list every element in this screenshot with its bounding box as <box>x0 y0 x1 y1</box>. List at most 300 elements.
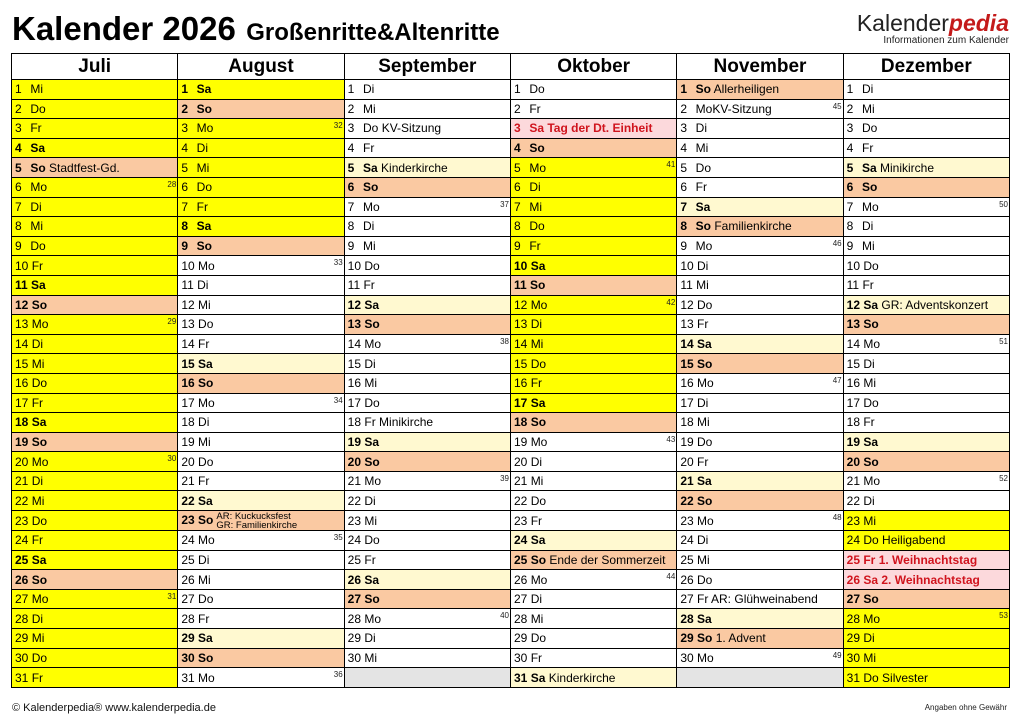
day-cell[interactable] <box>178 432 344 452</box>
day-cell[interactable] <box>12 119 178 139</box>
day-cell[interactable] <box>677 393 843 413</box>
day-number: 4 <box>347 141 355 156</box>
day-cell[interactable] <box>178 275 344 295</box>
day-cell[interactable] <box>510 629 676 649</box>
event-label: Allerheiligen <box>713 82 780 97</box>
day-cell[interactable] <box>344 99 510 119</box>
day-cell[interactable] <box>677 471 843 491</box>
day-cell[interactable] <box>510 256 676 276</box>
event-label: KV-Sitzung <box>381 121 442 136</box>
weekday-label: Do <box>31 513 48 528</box>
day-cell[interactable] <box>677 197 843 217</box>
day-cell[interactable] <box>677 158 843 178</box>
day-cell[interactable] <box>677 629 843 649</box>
weekday-label: So <box>529 141 545 156</box>
day-cell[interactable] <box>677 99 843 119</box>
day-cell[interactable] <box>344 570 510 590</box>
weekday-label: Do <box>30 239 46 254</box>
day-cell[interactable] <box>12 354 178 374</box>
event-label: Heiligabend <box>882 533 946 548</box>
day-cell[interactable] <box>344 589 510 609</box>
day-number: 24 <box>513 533 528 548</box>
weekday-label: Mi <box>863 513 877 528</box>
weekday-label: Fr <box>697 454 709 469</box>
weekday-label: Sa <box>863 297 879 312</box>
weekday-label: Di <box>30 199 42 214</box>
day-cell[interactable] <box>510 609 676 629</box>
day-cell[interactable] <box>344 354 510 374</box>
day-cell[interactable] <box>843 315 1009 335</box>
day-cell[interactable] <box>344 138 510 158</box>
day-cell[interactable] <box>12 491 178 511</box>
day-cell[interactable] <box>344 119 510 139</box>
day-cell[interactable] <box>677 177 843 197</box>
day-cell[interactable] <box>677 256 843 276</box>
weekday-label: Mi <box>695 141 709 156</box>
weekday-label: So <box>697 356 713 371</box>
day-cell[interactable] <box>677 119 843 139</box>
day-cell[interactable] <box>843 531 1009 551</box>
day-cell[interactable] <box>12 334 178 354</box>
weekday-label: Do <box>530 631 547 646</box>
day-number: 6 <box>347 180 355 195</box>
weekday-label: Fr <box>695 180 707 195</box>
day-cell[interactable] <box>178 491 344 511</box>
day-cell[interactable] <box>677 491 843 511</box>
day-cell[interactable] <box>843 354 1009 374</box>
weekday-label: Do <box>30 101 46 116</box>
day-cell[interactable] <box>677 589 843 609</box>
day-cell[interactable] <box>12 236 178 256</box>
day-cell[interactable] <box>843 471 1009 491</box>
day-cell[interactable] <box>510 570 676 590</box>
day-number: 27 <box>347 592 362 607</box>
event-label: Kinderkirche <box>548 670 616 685</box>
weekday-label: Mo <box>198 670 215 685</box>
day-cell[interactable] <box>677 217 843 237</box>
day-cell[interactable] <box>843 609 1009 629</box>
day-cell[interactable] <box>178 393 344 413</box>
day-cell[interactable] <box>12 393 178 413</box>
day-cell[interactable] <box>843 80 1009 100</box>
day-cell[interactable] <box>12 138 178 158</box>
day-cell[interactable] <box>12 570 178 590</box>
day-cell[interactable] <box>344 236 510 256</box>
day-cell[interactable] <box>12 471 178 491</box>
weekday-label: Mi <box>364 513 378 528</box>
day-number: 31 <box>15 670 29 685</box>
day-cell[interactable] <box>178 295 344 315</box>
day-cell[interactable] <box>12 80 178 100</box>
day-cell[interactable] <box>344 648 510 668</box>
day-row <box>12 648 1010 668</box>
day-cell[interactable] <box>677 275 843 295</box>
day-number: 4 <box>513 141 521 156</box>
day-cell[interactable] <box>344 471 510 491</box>
day-cell[interactable] <box>843 217 1009 237</box>
event-label: Ende der Sommerzeit <box>549 552 666 567</box>
week-number: 28 <box>167 179 177 189</box>
day-cell[interactable] <box>677 373 843 393</box>
day-cell[interactable] <box>510 491 676 511</box>
weekday-label: So <box>863 592 879 607</box>
day-cell[interactable] <box>510 432 676 452</box>
day-number: 23 <box>181 513 195 528</box>
day-cell[interactable] <box>510 354 676 374</box>
day-number: 25 <box>680 552 694 567</box>
weekday-label: Fr <box>364 552 376 567</box>
day-cell[interactable] <box>12 452 178 472</box>
month-header: Dezember <box>843 54 1009 80</box>
day-cell[interactable] <box>178 99 344 119</box>
day-cell[interactable] <box>510 138 676 158</box>
weekday-label: Mo <box>30 180 48 195</box>
day-cell[interactable] <box>12 609 178 629</box>
day-cell[interactable] <box>510 80 676 100</box>
day-cell[interactable] <box>12 275 178 295</box>
day-cell[interactable] <box>510 119 676 139</box>
day-cell[interactable] <box>677 609 843 629</box>
day-cell[interactable] <box>344 432 510 452</box>
day-cell[interactable] <box>178 236 344 256</box>
day-cell[interactable] <box>12 648 178 668</box>
day-cell[interactable] <box>843 99 1009 119</box>
day-cell[interactable] <box>178 629 344 649</box>
day-cell[interactable] <box>843 413 1009 433</box>
day-cell[interactable] <box>344 491 510 511</box>
day-cell[interactable] <box>677 432 843 452</box>
day-cell[interactable] <box>843 119 1009 139</box>
weekday-label: Mi <box>697 415 710 430</box>
day-cell[interactable] <box>510 334 676 354</box>
day-cell[interactable] <box>12 99 178 119</box>
month-header: September <box>344 54 510 80</box>
day-number: 9 <box>181 239 189 254</box>
day-cell[interactable] <box>510 413 676 433</box>
day-number: 18 <box>513 415 528 430</box>
weekday-label: Fr <box>364 415 376 430</box>
day-number: 7 <box>680 199 687 214</box>
day-cell[interactable] <box>344 531 510 551</box>
day-cell[interactable] <box>677 413 843 433</box>
day-cell[interactable] <box>344 511 510 531</box>
day-cell[interactable] <box>344 275 510 295</box>
day-number: 15 <box>680 356 694 371</box>
day-cell[interactable] <box>178 648 344 668</box>
day-cell[interactable] <box>178 531 344 551</box>
day-number: 15 <box>513 356 528 371</box>
day-number: 3 <box>846 121 854 136</box>
day-cell[interactable] <box>510 295 676 315</box>
day-number: 28 <box>846 611 860 626</box>
day-cell[interactable] <box>677 315 843 335</box>
day-number: 20 <box>347 454 362 469</box>
day-number: 30 <box>680 650 694 665</box>
day-cell[interactable] <box>843 648 1009 668</box>
weekday-label: Di <box>364 356 376 371</box>
day-number: 17 <box>15 395 29 410</box>
day-number: 15 <box>846 356 860 371</box>
day-cell[interactable] <box>12 256 178 276</box>
day-cell[interactable] <box>677 138 843 158</box>
day-number: 7 <box>846 199 854 214</box>
empty-day-cell[interactable] <box>677 668 843 688</box>
day-number: 13 <box>347 317 362 332</box>
day-row <box>12 511 1010 531</box>
day-cell[interactable] <box>344 217 510 237</box>
day-cell[interactable] <box>843 138 1009 158</box>
day-number: 6 <box>680 180 687 195</box>
day-cell[interactable] <box>178 158 344 178</box>
day-cell[interactable] <box>510 315 676 335</box>
day-number: 12 <box>15 297 29 312</box>
weekday-label: Mo <box>198 533 215 548</box>
day-cell[interactable] <box>510 452 676 472</box>
day-cell[interactable] <box>344 413 510 433</box>
day-number: 28 <box>513 611 528 626</box>
day-cell[interactable] <box>344 158 510 178</box>
weekday-label: Do <box>364 395 380 410</box>
day-cell[interactable] <box>12 589 178 609</box>
day-number: 16 <box>15 376 29 391</box>
day-cell[interactable] <box>12 550 178 570</box>
day-number: 4 <box>846 141 854 156</box>
day-cell[interactable] <box>178 354 344 374</box>
weekday-label: Sa <box>31 552 47 567</box>
day-cell[interactable] <box>178 315 344 335</box>
day-cell[interactable] <box>843 158 1009 178</box>
day-cell[interactable] <box>12 629 178 649</box>
day-cell[interactable] <box>843 256 1009 276</box>
weekday-label: Fr <box>863 552 876 567</box>
day-cell[interactable] <box>843 197 1009 217</box>
day-cell[interactable] <box>843 589 1009 609</box>
day-cell[interactable] <box>178 570 344 590</box>
day-number: 12 <box>347 297 362 312</box>
weekday-label: Sa <box>697 611 712 626</box>
day-cell[interactable] <box>178 197 344 217</box>
day-cell[interactable] <box>677 452 843 472</box>
weekday-label: Sa <box>364 297 380 312</box>
day-row <box>12 119 1010 139</box>
day-cell[interactable] <box>12 413 178 433</box>
day-cell[interactable] <box>12 158 178 178</box>
day-cell[interactable] <box>510 373 676 393</box>
day-cell[interactable] <box>843 393 1009 413</box>
weekday-label: Mi <box>529 199 542 214</box>
day-cell[interactable] <box>843 432 1009 452</box>
day-cell[interactable] <box>843 570 1009 590</box>
day-number: 8 <box>181 219 189 234</box>
day-cell[interactable] <box>677 334 843 354</box>
day-cell[interactable] <box>677 236 843 256</box>
day-cell[interactable] <box>510 217 676 237</box>
day-number: 14 <box>347 337 362 352</box>
day-cell[interactable] <box>843 177 1009 197</box>
day-number: 31 <box>846 670 860 685</box>
day-cell[interactable] <box>344 452 510 472</box>
day-cell[interactable] <box>178 668 344 688</box>
day-number: 3 <box>347 121 355 136</box>
day-cell[interactable] <box>344 629 510 649</box>
day-number: 23 <box>15 513 29 528</box>
day-number: 19 <box>846 434 860 449</box>
day-cell[interactable] <box>12 197 178 217</box>
day-cell[interactable] <box>12 315 178 335</box>
day-cell[interactable] <box>12 531 178 551</box>
day-cell[interactable] <box>677 511 843 531</box>
day-cell[interactable] <box>677 354 843 374</box>
day-cell[interactable] <box>677 80 843 100</box>
day-cell[interactable] <box>677 570 843 590</box>
weekday-label: Fr <box>529 239 541 254</box>
day-cell[interactable] <box>178 413 344 433</box>
day-cell[interactable] <box>677 550 843 570</box>
week-number: 31 <box>167 591 177 601</box>
week-number: 33 <box>333 258 343 268</box>
day-number: 7 <box>347 199 355 214</box>
day-cell[interactable] <box>510 99 676 119</box>
day-cell[interactable] <box>344 177 510 197</box>
day-cell[interactable] <box>12 177 178 197</box>
weekday-label: Do <box>530 356 547 371</box>
weekday-label: Di <box>697 395 709 410</box>
month-header-row <box>12 54 1010 80</box>
weekday-label: So <box>695 82 711 97</box>
event-label: Silvester <box>882 670 929 685</box>
day-cell[interactable] <box>510 197 676 217</box>
day-cell[interactable] <box>178 177 344 197</box>
day-cell[interactable] <box>178 256 344 276</box>
weekday-label: Sa <box>697 337 712 352</box>
day-cell[interactable] <box>843 275 1009 295</box>
day-cell[interactable] <box>12 217 178 237</box>
week-number: 35 <box>333 533 343 543</box>
day-cell[interactable] <box>178 217 344 237</box>
day-cell[interactable] <box>344 550 510 570</box>
day-cell[interactable] <box>843 373 1009 393</box>
day-cell[interactable] <box>344 373 510 393</box>
day-cell[interactable] <box>178 334 344 354</box>
day-cell[interactable] <box>344 393 510 413</box>
empty-day-cell[interactable] <box>344 668 510 688</box>
day-cell[interactable] <box>843 511 1009 531</box>
day-cell[interactable] <box>510 668 676 688</box>
day-cell[interactable] <box>344 80 510 100</box>
day-cell[interactable] <box>178 471 344 491</box>
day-cell[interactable] <box>344 295 510 315</box>
weekday-label: So <box>363 180 379 195</box>
weekday-label: Do <box>363 121 379 136</box>
day-cell[interactable] <box>510 236 676 256</box>
day-cell[interactable] <box>510 275 676 295</box>
day-cell[interactable] <box>510 550 676 570</box>
day-cell[interactable] <box>12 511 178 531</box>
day-cell[interactable] <box>344 609 510 629</box>
day-cell[interactable] <box>12 432 178 452</box>
day-cell[interactable] <box>510 648 676 668</box>
day-number: 5 <box>513 160 521 175</box>
weekday-label: Mo <box>695 101 713 116</box>
weekday-label: Sa <box>196 82 212 97</box>
day-number: 22 <box>513 493 528 508</box>
day-cell[interactable] <box>677 531 843 551</box>
day-cell[interactable] <box>510 158 676 178</box>
weekday-label: Mi <box>696 278 709 293</box>
week-number: 51 <box>999 336 1008 346</box>
day-number: 16 <box>846 376 860 391</box>
day-number: 1 <box>181 82 189 97</box>
day-cell[interactable] <box>843 452 1009 472</box>
day-cell[interactable] <box>12 373 178 393</box>
day-cell[interactable] <box>344 197 510 217</box>
weekday-label: So <box>198 376 214 391</box>
day-cell[interactable] <box>12 295 178 315</box>
day-cell[interactable] <box>843 334 1009 354</box>
day-number: 14 <box>181 337 195 352</box>
day-cell[interactable] <box>510 511 676 531</box>
day-cell[interactable] <box>178 452 344 472</box>
day-cell[interactable] <box>178 589 344 609</box>
day-cell[interactable] <box>677 648 843 668</box>
weekday-label: Mi <box>861 239 875 254</box>
weekday-label: Sa <box>861 160 877 175</box>
month-header: Juli <box>12 54 178 80</box>
day-cell[interactable] <box>843 295 1009 315</box>
week-number: 32 <box>333 121 343 131</box>
weekday-label: Di <box>31 611 44 626</box>
day-number: 5 <box>15 160 22 175</box>
day-cell[interactable] <box>344 256 510 276</box>
day-cell[interactable] <box>843 236 1009 256</box>
day-row <box>12 354 1010 374</box>
day-cell[interactable] <box>510 531 676 551</box>
day-cell[interactable] <box>843 491 1009 511</box>
day-cell[interactable] <box>510 589 676 609</box>
day-cell[interactable] <box>178 511 344 531</box>
day-cell[interactable] <box>178 80 344 100</box>
day-cell[interactable] <box>12 668 178 688</box>
day-number: 24 <box>15 533 29 548</box>
day-cell[interactable] <box>178 138 344 158</box>
day-cell[interactable] <box>843 550 1009 570</box>
weekday-label: So <box>863 454 879 469</box>
day-cell[interactable] <box>344 315 510 335</box>
day-cell[interactable] <box>344 334 510 354</box>
day-cell[interactable] <box>510 393 676 413</box>
day-number: 28 <box>347 611 362 626</box>
day-number: 14 <box>513 337 528 352</box>
day-cell[interactable] <box>510 177 676 197</box>
day-number: 10 <box>846 258 860 273</box>
day-cell[interactable] <box>677 295 843 315</box>
event-label: KV-Sitzung <box>712 101 772 116</box>
day-cell[interactable] <box>843 629 1009 649</box>
day-cell[interactable] <box>178 609 344 629</box>
day-cell[interactable] <box>510 471 676 491</box>
day-cell[interactable] <box>843 668 1009 688</box>
day-row <box>12 256 1010 276</box>
day-cell[interactable] <box>178 550 344 570</box>
weekday-label: Fr <box>530 376 543 391</box>
weekday-label: Di <box>861 219 874 234</box>
day-number: 22 <box>347 493 362 508</box>
day-number: 21 <box>15 474 29 489</box>
day-cell[interactable] <box>178 373 344 393</box>
day-cell[interactable] <box>178 119 344 139</box>
weekday-label: Di <box>695 121 707 136</box>
day-row <box>12 373 1010 393</box>
